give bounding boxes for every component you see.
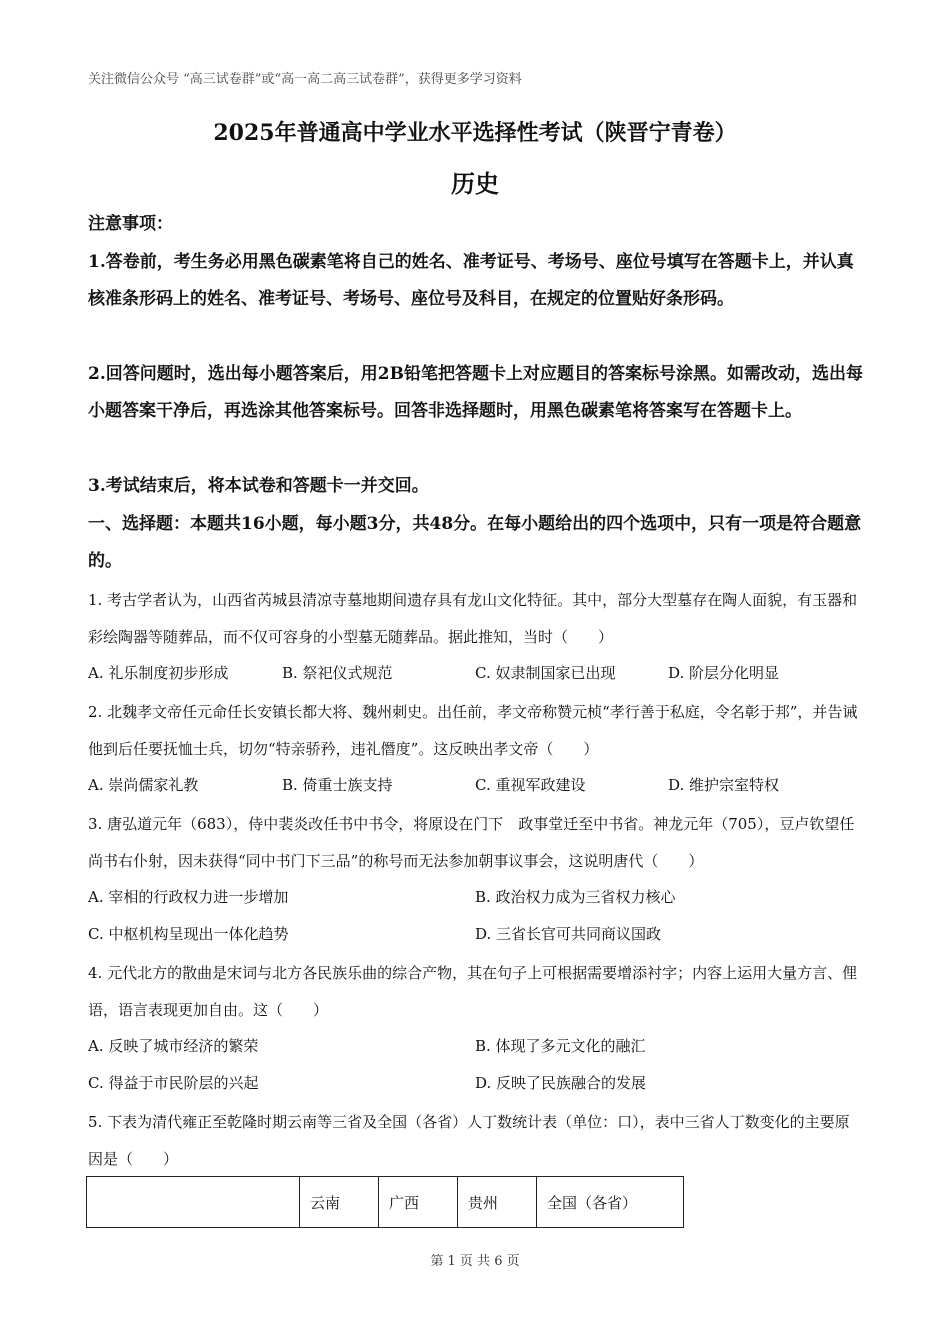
question-2-stem: 2. 北魏孝文帝任元命任长安镇长都大将、魏州刺史。出任前，孝文帝称赞元桢“孝行善于私庭，令名彰于邦”，并告诫他到后任要抚恤士兵，切勿“特亲骄矜，违礼僭度”。这反映出孝文帝（ ） bbox=[88, 703, 858, 758]
question-3-stem: 3. 唐弘道元年（683），侍中裴炎改任书中书令，将原设在门下 政事堂迁至中书省。神龙元年（705），豆卢钦望任尚书右仆射，因未获得“同中书门下三品”的称号而无法参加朝事议事会，这说明唐代（ ） bbox=[88, 815, 855, 870]
notice-item-3: 3.考试结束后，将本试卷和答题卡一并交回。 bbox=[88, 476, 429, 496]
q2-option-a[interactable]: A. 崇尚儒家礼教 bbox=[88, 776, 199, 794]
table-header-cell: 云南 bbox=[300, 1177, 379, 1228]
table-header-row bbox=[87, 1177, 684, 1228]
q2-option-d[interactable]: D. 维护宗室特权 bbox=[668, 776, 780, 794]
q1-option-b[interactable]: B. 祭祀仪式规范 bbox=[282, 664, 393, 682]
table-header-cell bbox=[87, 1177, 300, 1228]
section-heading: 一、选择题：本题共16小题，每小题3分，共48分。在每小题给出的四个选项中，只有一项是符合题意的。 bbox=[88, 514, 862, 571]
q1-option-a[interactable]: A. 礼乐制度初步形成 bbox=[88, 664, 229, 682]
q4-option-d[interactable]: D. 反映了民族融合的发展 bbox=[475, 1074, 647, 1092]
q3-option-d[interactable]: D. 三省长官可共同商议国政 bbox=[475, 925, 662, 943]
q1-option-c[interactable]: C. 奴隶制国家已出现 bbox=[475, 664, 616, 682]
header-note: 关注微信公众号 “高三试卷群”或“高一高二高三试卷群”，获得更多学习资料 bbox=[88, 72, 522, 87]
question-2-options bbox=[88, 774, 863, 798]
notice-item-2: 2.回答问题时，选出每小题答案后，用2B铅笔把答题卡上对应题目的答案标号涂黑。如需改动，选出每小题答案干净后，再选涂其他答案标号。回答非选择题时，用黑色碳素笔将答案写在答题卡上。 bbox=[88, 364, 863, 421]
question-4-stem: 4. 元代北方的散曲是宋词与北方各民族乐曲的综合产物，其在句子上可根据需要增添衬字；内容上运用大量方言、俚语，语言表现更加自由。这（ ） bbox=[88, 964, 858, 1019]
q3-option-a[interactable]: A. 宰相的行政权力进一步增加 bbox=[88, 888, 289, 906]
q4-option-b[interactable]: B. 体现了多元文化的融汇 bbox=[475, 1037, 646, 1055]
exam-title: 2025年普通高中学业水平选择性考试（陕晋宁青卷） bbox=[213, 120, 737, 146]
q3-option-c[interactable]: C. 中枢机构呈现出一体化趋势 bbox=[88, 925, 289, 943]
question-1-options bbox=[88, 662, 863, 686]
question-3-options-row1 bbox=[88, 886, 863, 910]
page-footer: 第 1 页 共 6 页 bbox=[430, 1254, 520, 1269]
q1-option-d[interactable]: D. 阶层分化明显 bbox=[668, 664, 780, 682]
population-table bbox=[86, 1176, 684, 1228]
q2-option-c[interactable]: C. 重视军政建设 bbox=[475, 776, 586, 794]
notice-heading: 注意事项： bbox=[88, 214, 173, 234]
q3-option-b[interactable]: B. 政治权力成为三省权力核心 bbox=[475, 888, 676, 906]
table-header-cell: 全国（各省） bbox=[537, 1177, 684, 1228]
question-1-stem: 1. 考古学者认为，山西省芮城县清凉寺墓地期间遗存具有龙山文化特征。其中，部分大型墓存在陶人面貌，有玉器和彩绘陶器等随葬品，而不仅可容身的小型墓无随葬品。据此推知，当时（ ） bbox=[88, 591, 858, 646]
question-3-options-row2 bbox=[88, 923, 863, 947]
table-header-cell: 贵州 bbox=[458, 1177, 537, 1228]
table-header-cell: 广西 bbox=[379, 1177, 458, 1228]
question-4-options-row2 bbox=[88, 1072, 863, 1096]
subject-title: 历史 bbox=[451, 169, 499, 198]
q2-option-b[interactable]: B. 倚重士族支持 bbox=[282, 776, 393, 794]
q4-option-a[interactable]: A. 反映了城市经济的繁荣 bbox=[88, 1037, 259, 1055]
q4-option-c[interactable]: C. 得益于市民阶层的兴起 bbox=[88, 1074, 259, 1092]
question-5-stem: 5. 下表为清代雍正至乾隆时期云南等三省及全国（各省）人丁数统计表（单位：口），表中三省人丁数变化的主要原因是（ ） bbox=[88, 1113, 850, 1168]
notice-item-1: 1.答卷前，考生务必用黑色碳素笔将自己的姓名、准考证号、考场号、座位号填写在答题卡上，并认真核准条形码上的姓名、准考证号、考场号、座位号及科目，在规定的位置贴好条形码。 bbox=[88, 252, 854, 309]
question-4-options-row1 bbox=[88, 1035, 863, 1059]
